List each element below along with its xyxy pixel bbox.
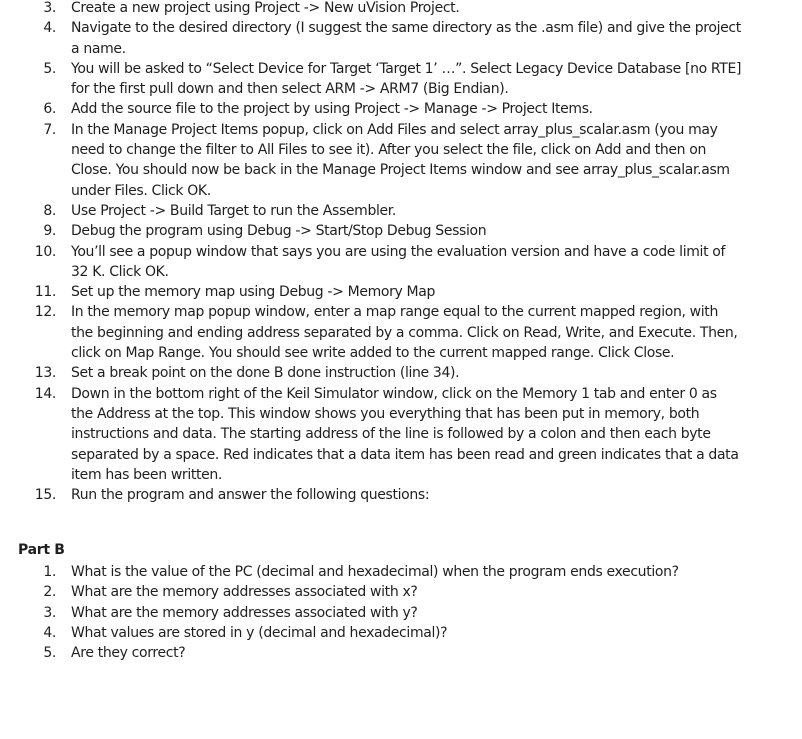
list-item [0, 221, 802, 241]
item-text: Set a break point on the done B done instruction (line 34). [71, 365, 460, 382]
item-text: What are the memory addresses associated with x? [71, 584, 418, 601]
list-item [0, 99, 802, 119]
item-text: Down in the bottom right of the Keil Simulator window, click on the Memory 1 tab and enter 0 as the Address at the top. This window shows you everything that has been put in memory, both instructions and data. The starting address of the line is followed by a colon and then each byte separated by a space. Red indicates that a data item has been read and green indicates that a data item has been written. [71, 385, 739, 483]
item-text: What is the value of the PC (decimal and hexadecimal) when the program ends execution? [71, 564, 679, 580]
item-text: In the Manage Project Items popup, click on Add Files and select array_plus_scalar.asm (you may need to change the filter to All Files to see it). After you select the file, click on Add and then on Close. You should now be back in the Manage Project Items window and see array_plus_scalar.asm under Files. Click OK. [71, 121, 730, 199]
part-b-heading: Part B [18, 542, 65, 558]
list-item [0, 201, 802, 221]
list-item [0, 59, 802, 100]
item-number: 12. [34, 304, 56, 321]
list-item [0, 485, 802, 505]
item-number: 10. [34, 243, 56, 260]
list-item [0, 302, 802, 363]
list-item [0, 603, 802, 623]
list-item [0, 0, 802, 18]
list-item [0, 242, 802, 283]
item-text: Debug the program using Debug -> Start/Stop Debug Session [71, 223, 487, 240]
list-item [0, 120, 802, 201]
item-text: In the memory map popup window, enter a map range equal to the current mapped region, with the beginning and ending address separated by a comma. Click on Read, Write, and Execute. Then, click on Map Range. You should see write added to the current mapped range. Click Close. [71, 304, 738, 362]
list-item [0, 582, 802, 602]
item-text: Create a new project using Project -> New uVision Project. [71, 0, 460, 16]
item-number: 3. [43, 604, 56, 621]
item-number: 11. [34, 284, 56, 301]
item-text: You will be asked to “Select Device for Target ‘Target 1’ …”. Select Legacy Device Database [no RTE] for the first pull down and then select ARM -> ARM7 (Big Endian). [71, 60, 742, 98]
item-text: Run the program and answer the following questions: [71, 487, 430, 504]
item-number: 15. [34, 487, 56, 504]
item-number: 14. [34, 385, 56, 402]
item-number: 2. [43, 584, 56, 601]
list-item [0, 643, 802, 663]
list-item [0, 562, 802, 582]
item-number: 5. [43, 645, 56, 662]
item-number: 4. [43, 624, 56, 641]
item-number: 5. [43, 60, 56, 77]
item-text: Navigate to the desired directory (I suggest the same directory as the .asm file) and give the project a name. [71, 20, 741, 57]
list-item [0, 623, 802, 643]
item-text: What are the memory addresses associated with y? [71, 604, 418, 621]
item-number: 13. [34, 365, 56, 382]
item-number: 4. [43, 20, 56, 37]
item-number: 1. [43, 564, 56, 580]
item-text: You’ll see a popup window that says you are using the evaluation version and have a code limit of 32 K. Click OK. [71, 243, 726, 280]
item-text: Add the source file to the project by using Project -> Manage -> Project Items. [71, 101, 593, 118]
item-number: 7. [43, 121, 56, 138]
list-item [0, 18, 802, 59]
item-text: Use Project -> Build Target to run the Assembler. [71, 202, 397, 219]
item-text: Set up the memory map using Debug -> Memory Map [71, 284, 436, 301]
item-number: 6. [43, 101, 56, 118]
item-text: Are they correct? [71, 645, 186, 662]
item-text: What values are stored in y (decimal and hexadecimal)? [71, 624, 448, 641]
item-number: 9. [43, 223, 56, 240]
list-item [0, 363, 802, 383]
item-number: 3. [43, 0, 56, 16]
part-b-questions-list [0, 562, 802, 663]
list-item [0, 384, 802, 485]
item-number: 8. [43, 202, 56, 219]
list-item [0, 282, 802, 302]
